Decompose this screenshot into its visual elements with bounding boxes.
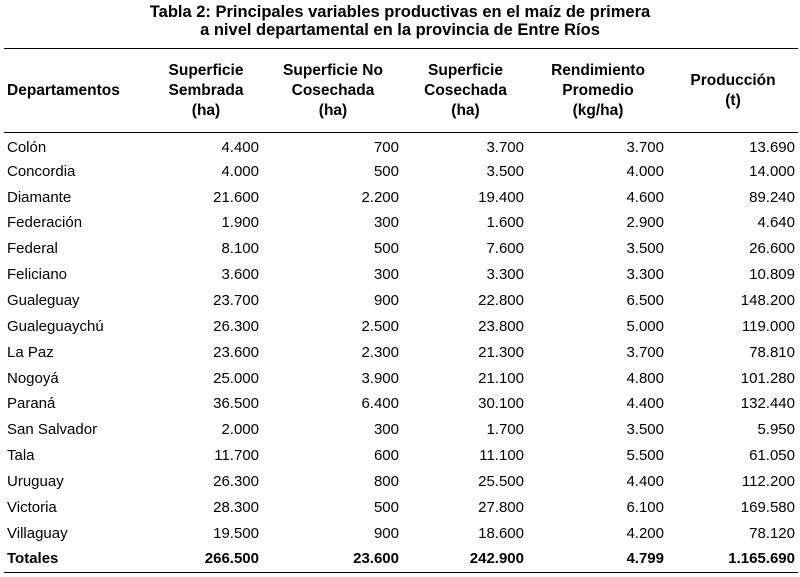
cell-departamento: Nogoyá	[7, 369, 59, 387]
table-row	[4, 184, 798, 210]
header-line: (ha)	[191, 101, 221, 119]
cell-superficie-cosechada: 7.600	[486, 240, 524, 258]
cell-produccion: 10.809	[749, 266, 795, 284]
cell-superficie-sembrada: 36.500	[213, 395, 259, 413]
total-superficie-cosechada: 242.900	[403, 546, 528, 572]
cell-superficie-sembrada: 23.600	[213, 343, 259, 361]
table-row	[4, 133, 798, 159]
cell-superficie-no-cosechada: 300	[373, 266, 399, 284]
cell-superficie-cosechada: 23.800	[478, 317, 524, 335]
cell-superficie-cosechada: 11.100	[479, 447, 524, 465]
cell-superficie-no-cosechada: 2.300	[361, 343, 399, 361]
cell-superficie-sembrada: 4.400	[221, 139, 259, 157]
table-row	[4, 468, 798, 494]
table-row	[4, 520, 798, 546]
cell-superficie-cosechada: 3.500	[486, 162, 524, 180]
header-superficie-sembrada	[149, 49, 263, 133]
cell-superficie-sembrada: 26.300	[213, 472, 259, 490]
table-row	[4, 339, 798, 365]
cell-superficie-sembrada: 26.300	[213, 317, 259, 335]
cell-departamento: Federal	[7, 240, 58, 258]
cell-produccion: 13.690	[749, 139, 795, 157]
cell-superficie-no-cosechada: 500	[373, 162, 399, 180]
cell-superficie-cosechada: 18.600	[478, 524, 524, 542]
cell-departamento: Villaguay	[7, 524, 68, 542]
table-row	[4, 417, 798, 443]
cell-superficie-sembrada: 8.100	[221, 240, 259, 258]
cell-departamento: San Salvador	[7, 421, 98, 439]
header-line: Promedio	[562, 81, 634, 99]
cell-departamento: Uruguay	[7, 472, 64, 490]
cell-departamento: Victoria	[7, 498, 57, 516]
cell-superficie-no-cosechada: 300	[373, 214, 399, 232]
cell-rendimiento-promedio: 3.700	[626, 343, 664, 361]
cell-produccion: 26.600	[749, 240, 795, 258]
cell-rendimiento-promedio: 6.100	[626, 498, 664, 516]
cell-superficie-sembrada: 23.700	[213, 291, 259, 309]
table-row	[4, 288, 798, 314]
cell-superficie-no-cosechada: 3.900	[361, 369, 399, 387]
cell-rendimiento-promedio: 3.500	[626, 240, 664, 258]
totals-row	[4, 546, 798, 572]
cell-superficie-no-cosechada: 500	[373, 240, 399, 258]
cell-superficie-sembrada: 25.000	[213, 369, 259, 387]
cell-produccion: 61.050	[749, 447, 795, 465]
cell-departamento: Concordia	[7, 162, 76, 180]
cell-produccion: 132.440	[740, 395, 795, 413]
table-row	[4, 158, 798, 184]
cell-superficie-sembrada: 2.000	[221, 421, 259, 439]
header-superficie-cosechada	[403, 49, 528, 133]
table-row	[4, 494, 798, 520]
cell-departamento: Paraná	[7, 395, 56, 413]
cell-superficie-no-cosechada: 900	[373, 291, 399, 309]
header-line: Superficie	[168, 61, 244, 79]
cell-rendimiento-promedio: 5.000	[626, 317, 664, 335]
cell-superficie-cosechada: 19.400	[478, 188, 524, 206]
table-header-row	[4, 49, 798, 133]
cell-rendimiento-promedio: 4.400	[626, 472, 664, 490]
header-line: Superficie No	[283, 61, 383, 79]
totals-label: Totales	[4, 546, 149, 572]
header-departamentos	[4, 49, 149, 133]
cell-rendimiento-promedio: 5.500	[626, 447, 664, 465]
cell-superficie-cosechada: 27.800	[478, 498, 524, 516]
cell-superficie-sembrada: 11.700	[214, 447, 259, 465]
table-row	[4, 365, 798, 391]
header-rendimiento-promedio	[528, 49, 668, 133]
cell-rendimiento-promedio: 4.000	[626, 162, 664, 180]
production-table	[4, 48, 798, 573]
cell-departamento: Gualeguaychú	[7, 317, 104, 335]
cell-superficie-cosechada: 1.700	[486, 421, 524, 439]
cell-rendimiento-promedio: 2.900	[626, 214, 664, 232]
cell-superficie-cosechada: 3.300	[486, 266, 524, 284]
table-title	[0, 0, 800, 40]
cell-superficie-sembrada: 3.600	[221, 266, 259, 284]
cell-produccion: 5.950	[757, 421, 795, 439]
cell-departamento: Federación	[7, 214, 83, 232]
cell-superficie-cosechada: 3.700	[486, 139, 524, 157]
cell-superficie-sembrada: 21.600	[213, 188, 259, 206]
cell-produccion: 4.640	[757, 214, 795, 232]
cell-produccion: 169.580	[740, 498, 795, 516]
cell-departamento: Feliciano	[7, 266, 68, 284]
total-superficie-sembrada: 266.500	[149, 546, 263, 572]
cell-superficie-sembrada: 19.500	[213, 524, 259, 542]
cell-rendimiento-promedio: 3.300	[626, 266, 664, 284]
cell-rendimiento-promedio: 3.700	[626, 139, 664, 157]
cell-superficie-no-cosechada: 900	[373, 524, 399, 542]
cell-produccion: 119.000	[741, 317, 795, 335]
header-line: (kg/ha)	[572, 101, 624, 119]
cell-superficie-no-cosechada: 700	[373, 139, 399, 157]
header-line: (ha)	[451, 101, 480, 119]
header-line: Sembrada	[168, 81, 244, 99]
cell-rendimiento-promedio: 6.500	[626, 291, 664, 309]
cell-produccion: 101.280	[740, 369, 795, 387]
cell-superficie-no-cosechada: 800	[373, 472, 399, 490]
header-superficie-no-cosechada	[263, 49, 403, 133]
cell-rendimiento-promedio: 4.800	[626, 369, 664, 387]
cell-produccion: 112.200	[741, 472, 795, 490]
table-row	[4, 210, 798, 236]
table-row	[4, 443, 798, 469]
cell-rendimiento-promedio: 4.400	[626, 395, 664, 413]
cell-superficie-cosechada: 22.800	[478, 291, 524, 309]
cell-superficie-cosechada: 21.300	[478, 343, 524, 361]
cell-superficie-sembrada: 28.300	[213, 498, 259, 516]
cell-superficie-no-cosechada: 500	[373, 498, 399, 516]
cell-departamento: Gualeguay	[7, 291, 80, 309]
cell-superficie-cosechada: 30.100	[478, 395, 524, 413]
cell-superficie-no-cosechada: 2.200	[361, 188, 399, 206]
cell-superficie-cosechada: 21.100	[478, 369, 524, 387]
table-row	[4, 391, 798, 417]
header-line: Cosechada	[291, 81, 375, 99]
total-produccion: 1.165.690	[668, 546, 798, 572]
header-line: (ha)	[318, 101, 348, 119]
cell-departamento: Tala	[7, 447, 35, 465]
cell-rendimiento-promedio: 4.600	[626, 188, 664, 206]
cell-produccion: 78.810	[749, 343, 795, 361]
table-body	[4, 133, 798, 547]
cell-rendimiento-promedio: 3.500	[626, 421, 664, 439]
cell-rendimiento-promedio: 4.200	[626, 524, 664, 542]
header-line: Producción	[690, 71, 776, 89]
header-produccion	[668, 49, 798, 133]
cell-produccion: 14.000	[749, 162, 795, 180]
cell-superficie-sembrada: 4.000	[221, 162, 259, 180]
cell-produccion: 89.240	[749, 188, 795, 206]
header-line: Superficie	[428, 61, 503, 79]
header-line: (t)	[725, 91, 741, 109]
cell-superficie-cosechada: 25.500	[478, 472, 524, 490]
cell-departamento: Diamante	[7, 188, 72, 206]
header-line: Cosechada	[424, 81, 507, 99]
table-title-line-2: a nivel departamental en la provincia de Entre Ríos	[200, 21, 600, 39]
header-line: Departamentos	[7, 81, 120, 99]
cell-superficie-no-cosechada: 600	[373, 447, 399, 465]
cell-produccion: 78.120	[749, 524, 795, 542]
cell-superficie-no-cosechada: 6.400	[361, 395, 399, 413]
table-title-line-1: Tabla 2: Principales variables productivas en el maíz de primera	[149, 3, 651, 21]
cell-superficie-cosechada: 1.600	[486, 214, 524, 232]
cell-departamento: La Paz	[7, 343, 54, 361]
cell-departamento: Colón	[7, 139, 47, 157]
table-row	[4, 236, 798, 262]
cell-superficie-sembrada: 1.900	[221, 214, 259, 232]
table-row	[4, 313, 798, 339]
total-superficie-no-cosechada: 23.600	[263, 546, 403, 572]
table-row	[4, 262, 798, 288]
cell-superficie-no-cosechada: 2.500	[361, 317, 399, 335]
cell-produccion: 148.200	[740, 291, 795, 309]
header-line: Rendimiento	[551, 61, 645, 79]
total-rendimiento-promedio: 4.799	[528, 546, 668, 572]
cell-superficie-no-cosechada: 300	[373, 421, 399, 439]
